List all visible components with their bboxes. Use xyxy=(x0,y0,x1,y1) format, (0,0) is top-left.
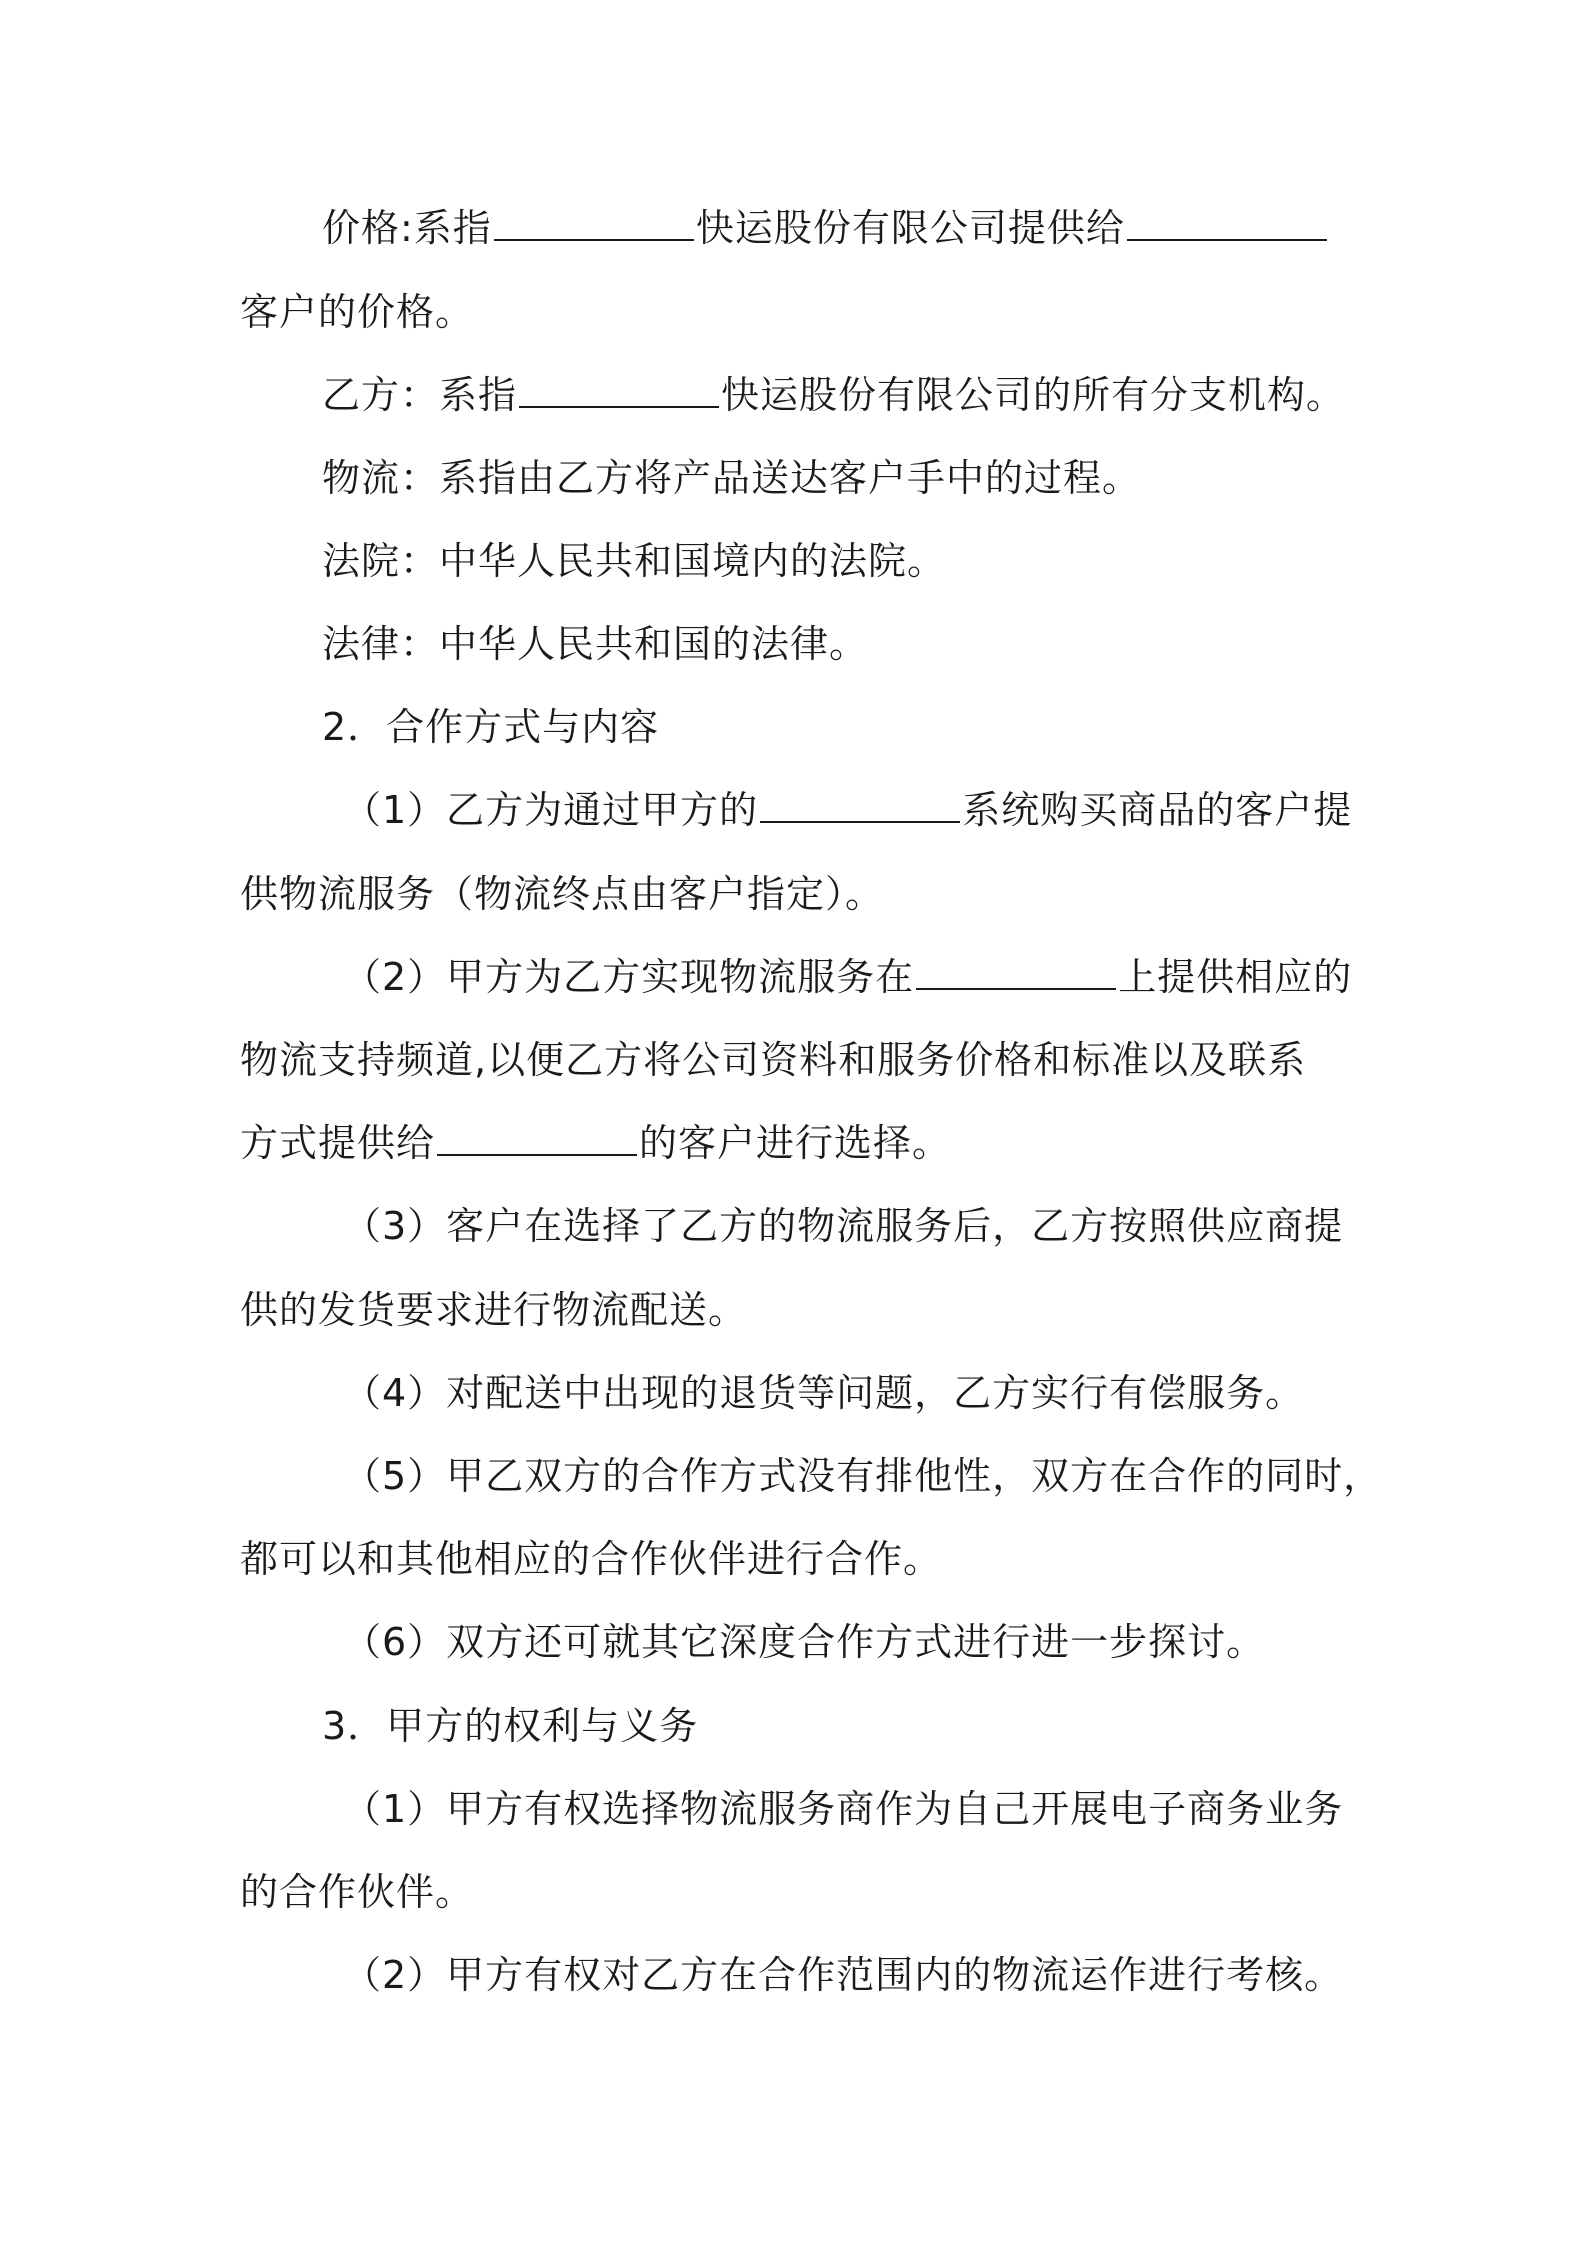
section-2-title xyxy=(322,703,659,751)
text: （5）甲乙双方的合作方式没有排他性，双方在合作的同时， xyxy=(343,1454,1383,1498)
text: 供物流服务（物流终点由客户指定）。 xyxy=(240,872,885,916)
text: （6）双方还可就其它深度合作方式进行进一步探讨。 xyxy=(343,1620,1266,1664)
clause-2-5 xyxy=(343,1452,1382,1500)
clause-2-2-cont xyxy=(240,1036,1306,1084)
text: 价格:系指 xyxy=(322,206,492,250)
text: （2）甲方有权对乙方在合作范围内的物流运作进行考核。 xyxy=(343,1953,1344,1997)
blank-field xyxy=(437,1124,637,1156)
clause-2-2-cont2 xyxy=(240,1119,951,1167)
text: 物流支持频道,以便乙方将公司资料和服务价格和标准以及联系 xyxy=(240,1038,1307,1082)
definition-court xyxy=(322,537,946,585)
blank-field xyxy=(1127,209,1327,241)
text: 法院：中华人民共和国境内的法院。 xyxy=(322,539,947,583)
text: 快运股份有限公司提供给 xyxy=(695,206,1125,250)
clause-2-6 xyxy=(343,1618,1265,1666)
definition-logistics xyxy=(322,454,1141,502)
clause-3-2 xyxy=(343,1951,1343,1999)
blank-field xyxy=(519,376,719,408)
blank-field xyxy=(760,791,960,823)
text: 快运股份有限公司的所有分支机构。 xyxy=(721,373,1346,417)
text: 都可以和其他相应的合作伙伴进行合作。 xyxy=(240,1537,943,1581)
definition-law xyxy=(322,620,868,668)
text: 供的发货要求进行物流配送。 xyxy=(240,1288,748,1332)
clause-2-3-cont xyxy=(240,1286,747,1334)
text: （1）乙方为通过甲方的 xyxy=(343,788,759,832)
clause-3-1-cont xyxy=(240,1868,474,1916)
heading: 2．合作方式与内容 xyxy=(322,705,660,749)
text: （3）客户在选择了乙方的物流服务后，乙方按照供应商提 xyxy=(343,1204,1344,1248)
section-3-title xyxy=(322,1702,698,1750)
clause-2-1 xyxy=(343,786,1352,834)
definition-party-b xyxy=(322,371,1345,419)
clause-3-1 xyxy=(343,1785,1343,1833)
blank-field xyxy=(494,209,694,241)
text: 法律：中华人民共和国的法律。 xyxy=(322,622,869,666)
heading: 3．甲方的权利与义务 xyxy=(322,1704,699,1748)
blank-field xyxy=(916,958,1116,990)
definition-price-cont xyxy=(240,288,474,336)
text: 方式提供给 xyxy=(240,1121,436,1165)
definition-price xyxy=(322,204,1329,252)
clause-2-3 xyxy=(343,1202,1343,1250)
clause-2-2 xyxy=(343,953,1352,1001)
clause-2-5-cont xyxy=(240,1535,942,1583)
text: （4）对配送中出现的退货等问题，乙方实行有偿服务。 xyxy=(343,1371,1305,1415)
text: 客户的价格。 xyxy=(240,290,475,334)
text: 系统购买商品的客户提 xyxy=(962,788,1353,832)
clause-2-4 xyxy=(343,1369,1304,1417)
text: 上提供相应的 xyxy=(1118,955,1353,999)
text: 物流：系指由乙方将产品送达客户手中的过程。 xyxy=(322,456,1142,500)
text: 乙方：系指 xyxy=(322,373,518,417)
text: （2）甲方为乙方实现物流服务在 xyxy=(343,955,915,999)
clause-2-1-cont xyxy=(240,870,884,918)
text: 的合作伙伴。 xyxy=(240,1870,475,1914)
text: （1）甲方有权选择物流服务商作为自己开展电子商务业务 xyxy=(343,1787,1344,1831)
text: 的客户进行选择。 xyxy=(639,1121,952,1165)
